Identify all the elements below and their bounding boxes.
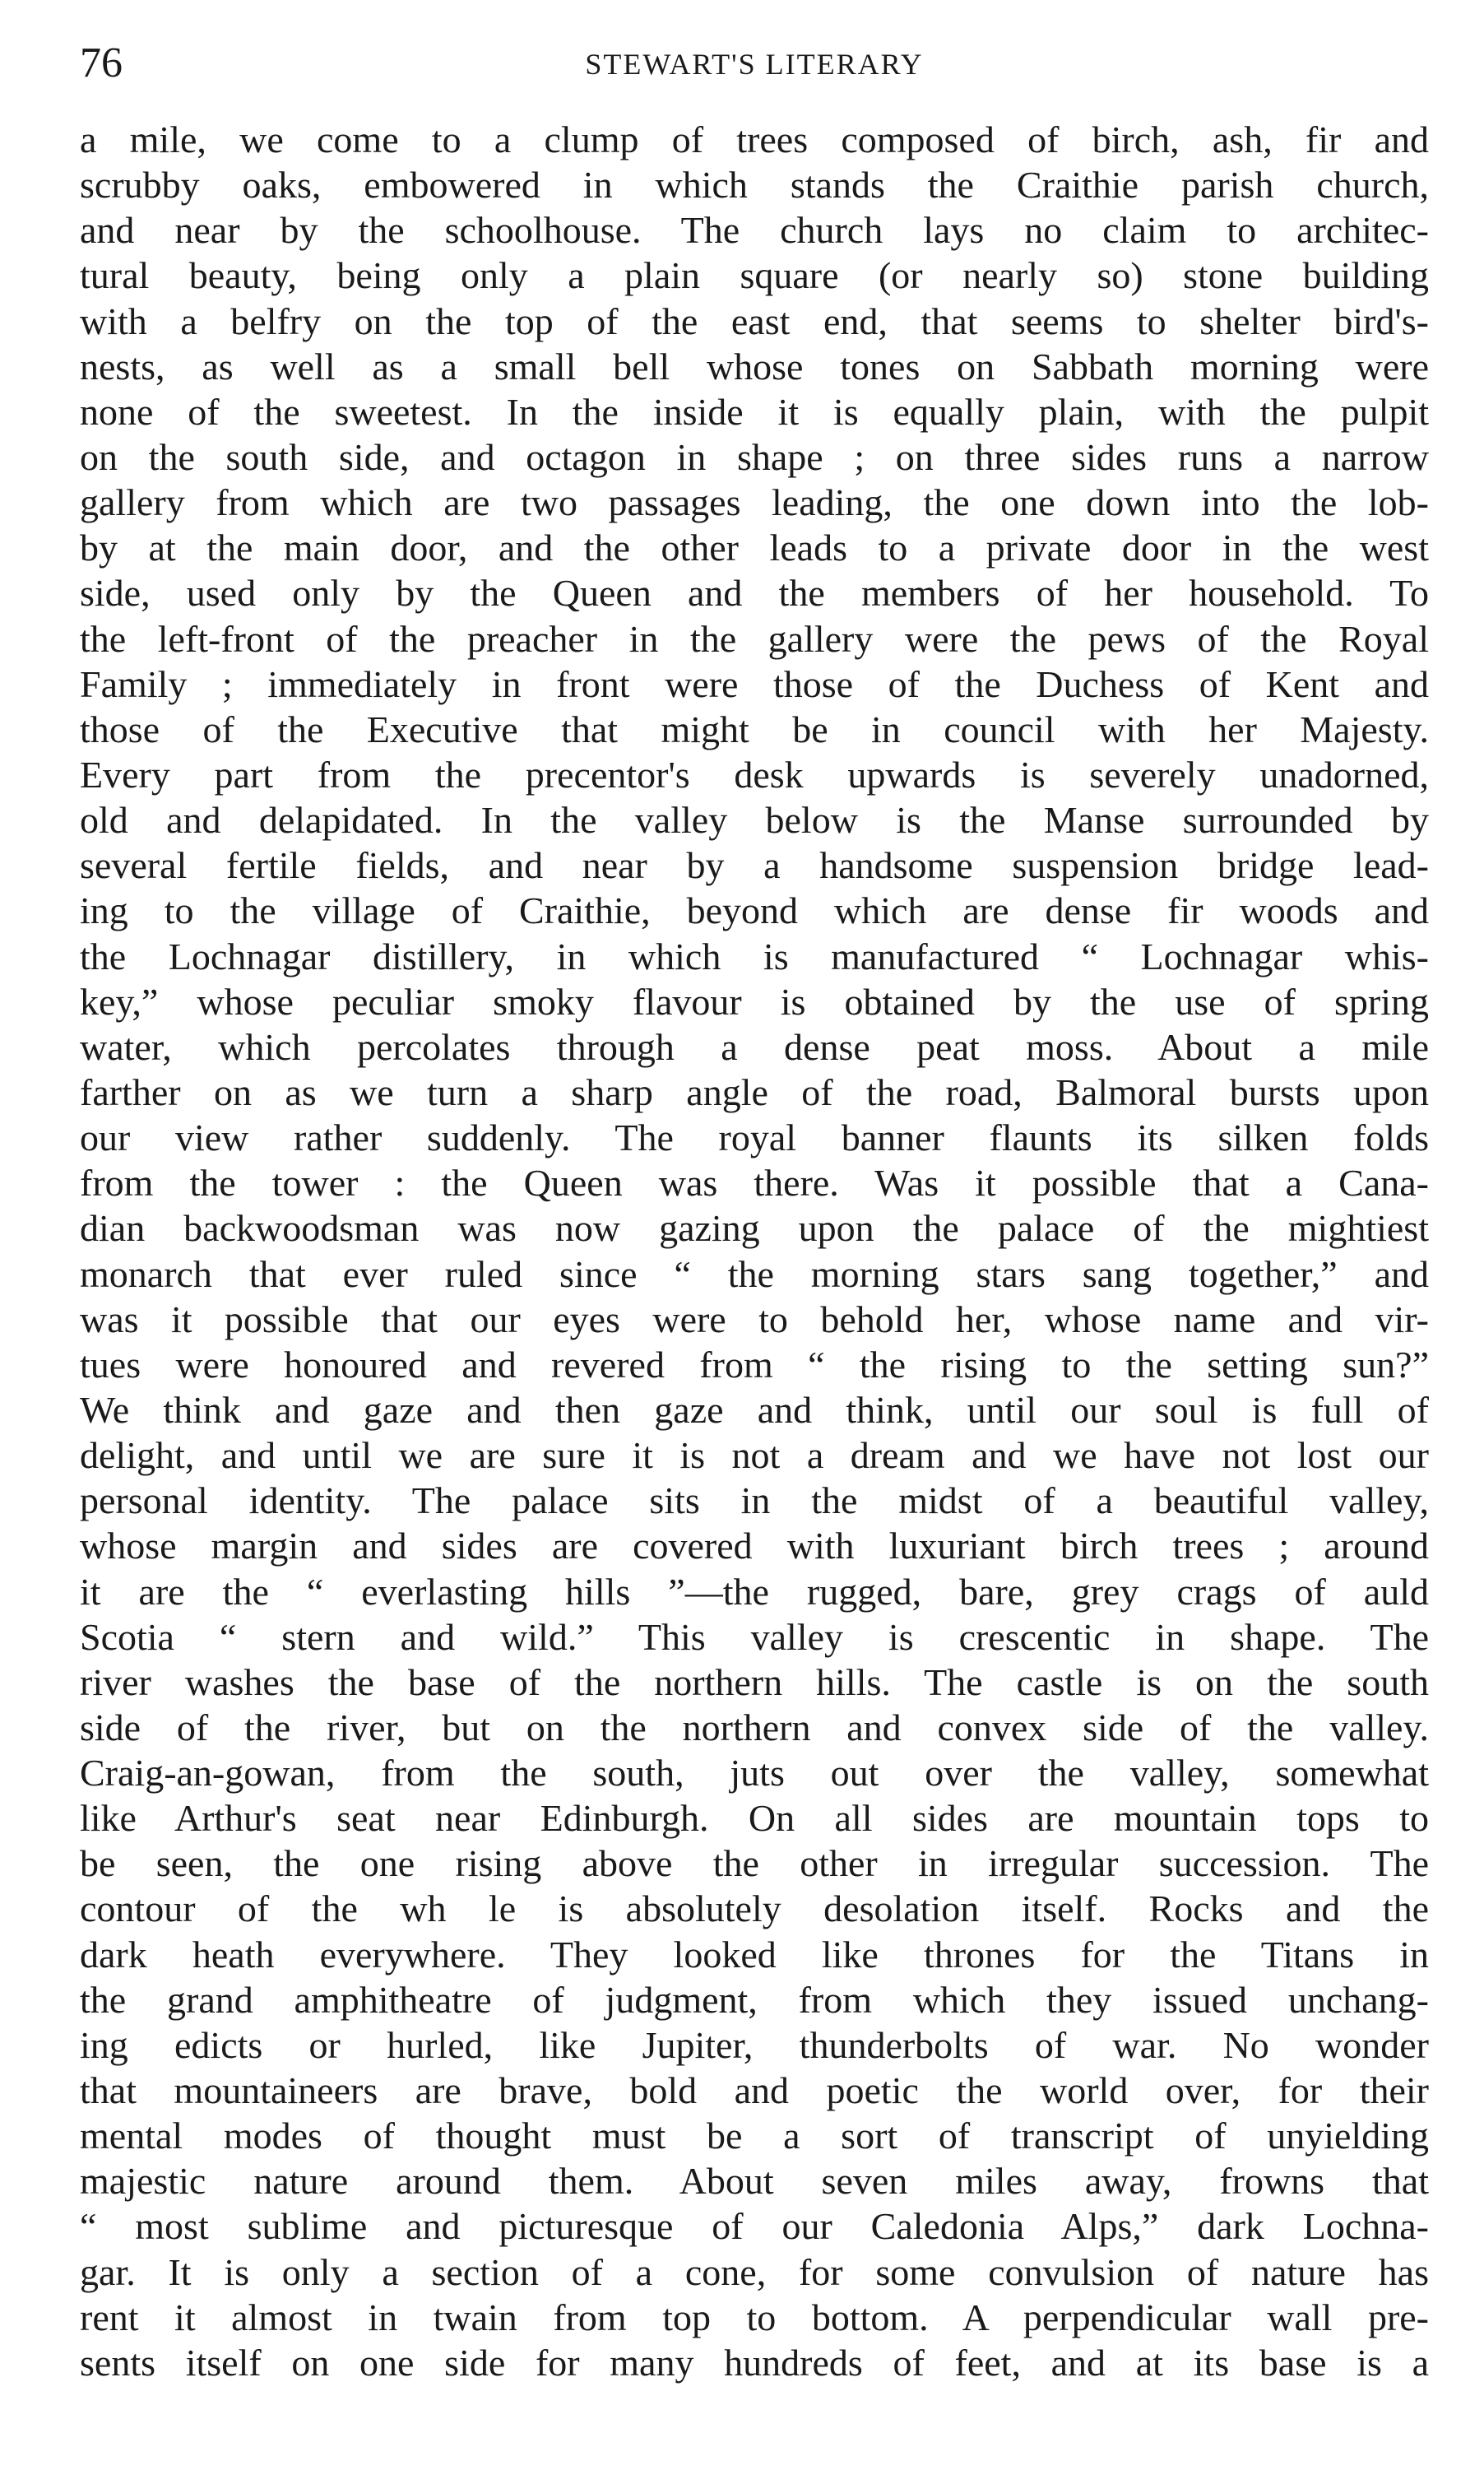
- text-line: ing edicts or hurled, like Jupiter, thunderbolts of war. No wonder: [80, 2023, 1429, 2066]
- text-line: by at the main door, and the other leads to a private door in the west: [80, 527, 1429, 569]
- text-line: monarch that ever ruled since “ the morning stars sang together,” and: [80, 1252, 1429, 1295]
- text-line: gallery from which are two passages leading, the one down into the lob-: [80, 481, 1429, 524]
- text-line: delight, and until we are sure it is not a dream and we have not lost our: [80, 1434, 1429, 1477]
- text-line: Family ; immediately in front were those of the Duchess of Kent and: [80, 662, 1429, 705]
- text-line: side, used only by the Queen and the members of her household. To: [80, 572, 1429, 615]
- body-text: [80, 117, 1429, 2385]
- text-line: the grand amphitheatre of judgment, from which they issued unchang-: [80, 1978, 1429, 2021]
- text-line: the left-front of the preacher in the gallery were the pews of the Royal: [80, 617, 1429, 660]
- text-line: our view rather suddenly. The royal banner flaunts its silken folds: [80, 1117, 1429, 1159]
- text-line: majestic nature around them. About seven miles away, frowns that: [80, 2160, 1429, 2203]
- text-line: from the tower : the Queen was there. Was it possible that a Cana-: [80, 1162, 1429, 1205]
- text-line: like Arthur's seat near Edinburgh. On all sides are mountain tops to: [80, 1797, 1429, 1840]
- text-line: gar. It is only a section of a cone, for some convulsion of nature has: [80, 2250, 1429, 2293]
- text-line: “ most sublime and picturesque of our Caledonia Alps,” dark Lochna-: [80, 2205, 1429, 2248]
- text-line: scrubby oaks, embowered in which stands the Craithie parish church,: [80, 164, 1429, 207]
- text-line: it are the “ everlasting hills ”—the rugged, bare, grey crags of auld: [80, 1570, 1429, 1613]
- text-line: Every part from the precentor's desk upwards is severely unadorned,: [80, 753, 1429, 796]
- text-line: contour of the wh le is absolutely desolation itself. Rocks and the: [80, 1887, 1429, 1930]
- text-line: key,” whose peculiar smoky flavour is obtained by the use of spring: [80, 980, 1429, 1023]
- text-line: that mountaineers are brave, bold and poetic the world over, for their: [80, 2069, 1429, 2112]
- text-line: rent it almost in twain from top to bottom. A perpendicular wall pre-: [80, 2296, 1429, 2338]
- text-line: old and delapidated. In the valley below is the Manse surrounded by: [80, 799, 1429, 842]
- text-line: was it possible that our eyes were to behold her, whose name and vir-: [80, 1298, 1429, 1340]
- text-line: dian backwoodsman was now gazing upon the palace of the mightiest: [80, 1207, 1429, 1250]
- text-line: We think and gaze and then gaze and think, until our soul is full of: [80, 1388, 1429, 1431]
- text-line: none of the sweetest. In the inside it is equally plain, with the pulpit: [80, 390, 1429, 433]
- text-line: ing to the village of Craithie, beyond which are dense fir woods and: [80, 889, 1429, 932]
- text-line: Scotia “ stern and wild.” This valley is crescentic in shape. The: [80, 1615, 1429, 1658]
- text-line: a mile, we come to a clump of trees composed of birch, ash, fir and: [80, 118, 1429, 160]
- text-line: on the south side, and octagon in shape ; on three sides runs a narrow: [80, 435, 1429, 478]
- text-line: tural beauty, being only a plain square (or nearly so) stone building: [80, 254, 1429, 297]
- text-line: farther on as we turn a sharp angle of the road, Balmoral bursts upon: [80, 1070, 1429, 1113]
- text-line: sents itself on one side for many hundreds of feet, and at its base is a: [80, 2341, 1429, 2384]
- page-number: 76: [80, 39, 123, 86]
- text-line: with a belfry on the top of the east end, that seems to shelter bird's-: [80, 299, 1429, 342]
- text-line: personal identity. The palace sits in the midst of a beautiful valley,: [80, 1479, 1429, 1522]
- text-line: river washes the base of the northern hills. The castle is on the south: [80, 1660, 1429, 1703]
- text-line: whose margin and sides are covered with luxuriant birch trees ; around: [80, 1525, 1429, 1567]
- text-line: Craig-an-gowan, from the south, juts out over the valley, somewhat: [80, 1752, 1429, 1795]
- text-line: tues were honoured and revered from “ the rising to the setting sun?”: [80, 1343, 1429, 1386]
- text-line: mental modes of thought must be a sort of transcript of unyielding: [80, 2115, 1429, 2157]
- running-title: STEWART'S LITERARY: [585, 48, 924, 81]
- text-line: several fertile fields, and near by a handsome suspension bridge lead-: [80, 844, 1429, 887]
- text-line: dark heath everywhere. They looked like thrones for the Titans in: [80, 1933, 1429, 1976]
- text-line: the Lochnagar distillery, in which is manufactured “ Lochnagar whis-: [80, 935, 1429, 977]
- text-line: and near by the schoolhouse. The church lays no claim to architec-: [80, 209, 1429, 252]
- text-line: water, which percolates through a dense peat moss. About a mile: [80, 1025, 1429, 1068]
- text-line: nests, as well as a small bell whose tones on Sabbath morning were: [80, 345, 1429, 388]
- text-line: those of the Executive that might be in council with her Majesty.: [80, 708, 1429, 750]
- running-head: [80, 35, 1429, 92]
- text-line: side of the river, but on the northern and convex side of the valley.: [80, 1706, 1429, 1748]
- text-line: be seen, the one rising above the other in irregular succession. The: [80, 1842, 1429, 1885]
